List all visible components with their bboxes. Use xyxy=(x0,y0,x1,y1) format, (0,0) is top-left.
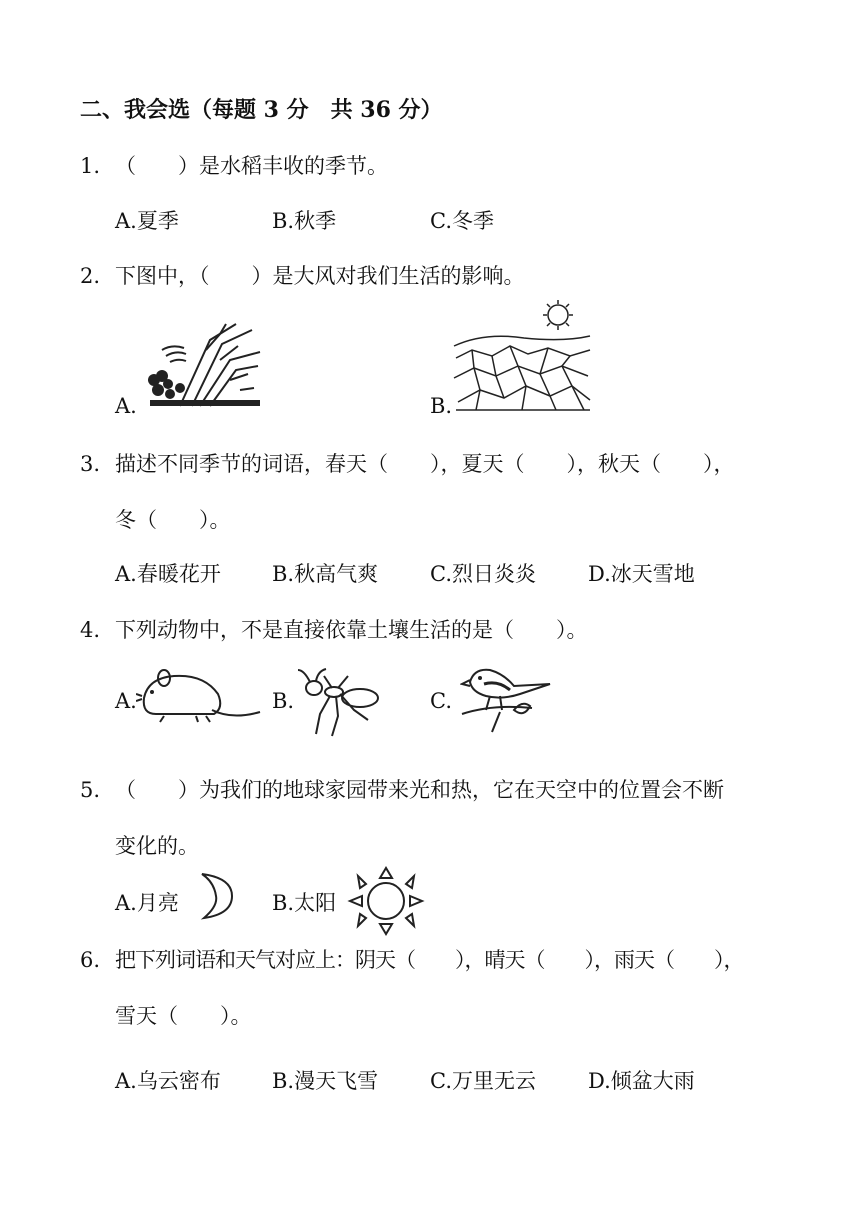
question-number: 5. xyxy=(80,778,101,802)
question-text: （ ）是水稻丰收的季节。 xyxy=(115,154,388,178)
option-b[interactable]: B.秋高气爽 xyxy=(272,562,379,586)
option-b[interactable]: B. xyxy=(272,689,295,713)
question-text-continued: 冬（ ）。 xyxy=(115,508,231,532)
question-number: 2. xyxy=(80,264,101,288)
question-number: 1. xyxy=(80,154,101,178)
option-d[interactable]: D.倾盆大雨 xyxy=(588,1069,695,1093)
question-text: 下列动物中，不是直接依靠土壤生活的是（ ）。 xyxy=(115,618,588,642)
option-a[interactable]: A.春暖花开 xyxy=(115,562,221,586)
option-a[interactable]: A. xyxy=(115,394,137,418)
mouse-icon xyxy=(136,664,262,724)
option-b[interactable]: B. xyxy=(430,394,453,418)
ant-icon xyxy=(296,668,388,738)
wind-blown-trees-icon xyxy=(140,320,262,408)
option-b[interactable]: B.秋季 xyxy=(272,209,337,233)
option-a[interactable]: A.乌云密布 xyxy=(115,1069,221,1093)
option-a[interactable]: A.夏季 xyxy=(115,209,179,233)
bird-icon xyxy=(460,662,556,734)
option-a[interactable]: A.月亮 xyxy=(115,891,179,915)
question-number: 4. xyxy=(80,618,101,642)
question-text: 描述不同季节的词语，春天（ ），夏天（ ），秋天（ ）， xyxy=(115,452,735,476)
question-text-continued: 变化的。 xyxy=(115,834,199,858)
dry-cracked-ground-sun-icon xyxy=(452,298,592,412)
question-text: 下图中，（ ）是大风对我们生活的影响。 xyxy=(115,264,525,288)
section-title: 二、我会选（每题 3 分 共 36 分） xyxy=(80,97,443,123)
question-number: 3. xyxy=(80,452,101,476)
option-d[interactable]: D.冰天雪地 xyxy=(588,562,695,586)
option-c[interactable]: C.烈日炎炎 xyxy=(430,562,536,586)
question-text: （ ）为我们的地球家园带来光和热，它在天空中的位置会不断 xyxy=(115,778,724,802)
sun-icon xyxy=(346,866,426,936)
option-a[interactable]: A. xyxy=(115,689,137,713)
question-text-continued: 雪天（ ）。 xyxy=(115,1004,252,1028)
option-c[interactable]: C.冬季 xyxy=(430,209,494,233)
option-b[interactable]: B.漫天飞雪 xyxy=(272,1069,379,1093)
question-text: 把下列词语和天气对应上：阴天（ ），晴天（ ），雨天（ ）， xyxy=(115,948,744,972)
option-c[interactable]: C. xyxy=(430,689,452,713)
option-c[interactable]: C.万里无云 xyxy=(430,1069,536,1093)
option-b[interactable]: B.太阳 xyxy=(272,891,337,915)
moon-icon xyxy=(190,870,240,922)
question-number: 6. xyxy=(80,948,101,972)
